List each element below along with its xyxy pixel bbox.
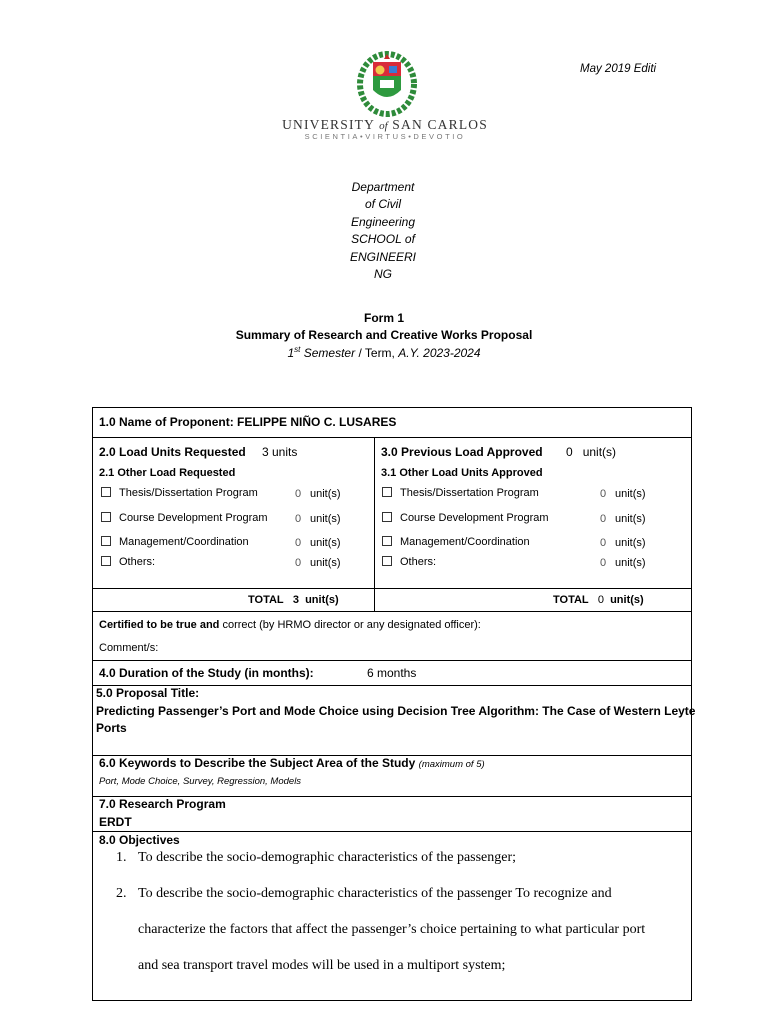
requested-value: 0 [295,557,302,569]
approved-value: 0 [600,557,607,569]
objective-text: characterize the factors that affect the passenger’s choice pertaining to what particular port [138,922,646,937]
research-program-label: 7.0 Research Program [99,797,226,811]
form-semester: 1st Semester / Term, A.Y. 2023-2024 [287,345,481,360]
load-units-requested-value: 3 units [262,445,298,459]
department-block [322,179,444,283]
checkbox-course-requested[interactable]: Course Development Program [101,512,268,524]
checkbox-icon [382,512,392,522]
checkbox-thesis-approved[interactable]: Thesis/Dissertation Program [382,487,539,499]
other-load-requested-label: 2.1 Other Load Requested [99,467,236,479]
requested-total: TOTAL 3 unit(s) [248,594,339,606]
approved-unit: unit(s) [615,513,646,525]
comments-label: Comment/s: [99,642,159,654]
checkbox-icon [382,556,392,566]
department-line: Department [351,180,415,194]
checkbox-others-requested[interactable]: Others: [101,556,155,568]
checkbox-icon [101,536,111,546]
requested-value: 0 [295,537,302,549]
department-line: of Civil [364,197,401,212]
previous-load-value: 0 unit(s) [566,445,617,459]
objectives-label: 8.0 Objectives [99,833,180,847]
checkbox-management-approved[interactable]: Management/Coordination [382,536,530,548]
checkbox-course-approved[interactable]: Course Development Program [382,512,549,524]
requested-unit: unit(s) [310,557,341,569]
university-motto: SCIENTIA•VIRTUS•DEVOTIO [304,132,466,141]
university-name: UNIVERSITY of SAN CARLOS [282,117,488,132]
certification-text: Certified to be true and correct (by HRMO director or any designated officer): [99,619,481,631]
approved-unit: unit(s) [615,488,646,500]
proposal-title-line: Ports [96,721,127,735]
approved-unit: unit(s) [615,557,646,569]
research-program-value: ERDT [99,815,132,829]
university-seal-icon [349,48,425,118]
objective-number: 1. [116,850,127,865]
previous-load-label: 3.0 Previous Load Approved [381,445,543,459]
approved-value: 0 [600,513,607,525]
form-number: Form 1 [363,311,404,325]
checkbox-icon [382,536,392,546]
approved-total: TOTAL 0 unit(s) [553,594,644,606]
requested-unit: unit(s) [310,513,341,525]
proposal-title-line: Predicting Passenger’s Port and Mode Choice using Decision Tree Algorithm: The Case of Western Leyte [96,704,696,718]
checkbox-thesis-requested[interactable]: Thesis/Dissertation Program [101,487,258,499]
requested-value: 0 [295,488,302,500]
checkbox-others-approved[interactable]: Others: [382,556,436,568]
checkbox-management-requested[interactable]: Management/Coordination [101,536,249,548]
objective-number: 2. [116,886,127,901]
checkbox-icon [101,556,111,566]
requested-unit: unit(s) [310,488,341,500]
proponent-name: 1.0 Name of Proponent: FELIPPE NIÑO C. LUSARES [99,415,397,429]
proposal-title-label: 5.0 Proposal Title: [96,686,200,700]
department-line: NG [374,267,392,282]
objective-text: To describe the socio-demographic characteristics of the passenger To recognize and [138,886,612,901]
keywords-label: 6.0 Keywords to Describe the Subject Area of the Study (maximum of 5) [99,756,485,770]
keywords-value: Port, Mode Choice, Survey, Regression, Models [99,776,302,787]
objective-text: and sea transport travel modes will be used in a multiport system; [138,958,506,973]
checkbox-icon [101,512,111,522]
edition-label: May 2019 Editi [580,63,657,75]
checkbox-icon [101,487,111,497]
approved-value: 0 [600,488,607,500]
load-units-requested-label: 2.0 Load Units Requested [99,445,246,459]
department-line: SCHOOL of [351,232,415,247]
duration-label: 4.0 Duration of the Study (in months): [99,666,314,680]
approved-value: 0 [600,537,607,549]
other-load-approved-label: 3.1 Other Load Units Approved [381,467,543,479]
requested-value: 0 [295,513,302,525]
duration-value: 6 months [367,666,417,680]
requested-unit: unit(s) [310,537,341,549]
approved-unit: unit(s) [615,537,646,549]
form-title: Summary of Research and Creative Works Proposal [235,328,533,342]
department-line: Engineering [350,214,416,229]
objective-text: To describe the socio-demographic characteristics of the passenger; [138,850,517,865]
department-line: ENGINEERI [349,249,416,264]
checkbox-icon [382,487,392,497]
